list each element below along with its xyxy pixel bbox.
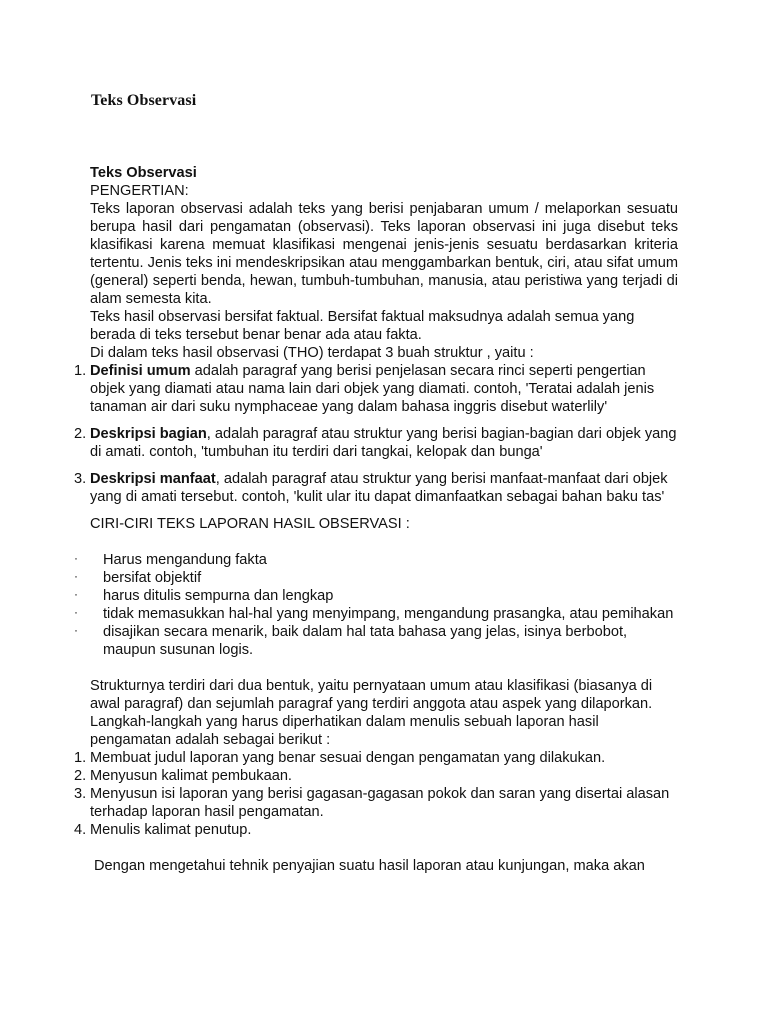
list-number: 3. — [74, 786, 87, 802]
bullet-icon: · — [74, 569, 78, 583]
bullet-icon: · — [74, 551, 78, 565]
langkah-item — [74, 785, 678, 821]
list-item — [74, 623, 678, 659]
langkah-text: Menulis kalimat penutup. — [90, 822, 252, 838]
list-number: 4. — [74, 822, 87, 838]
list-number: 2. — [74, 426, 87, 442]
bullet-icon: · — [74, 623, 78, 637]
structure-text: , adalah paragraf atau struktur yang berisi bagian-bagian dari objek yang di amati. contoh, 'tumbuhan itu terdiri dari tangkai, kelopak dan bunga' — [90, 426, 677, 460]
ciri-text: bersifat objektif — [103, 570, 202, 586]
structure-term: Definisi umum — [90, 363, 191, 379]
closing-paragraph: Dengan mengetahui tehnik penyajian suatu hasil laporan atau kunjungan, maka akan — [94, 858, 645, 874]
structure-term: Deskripsi manfaat — [90, 471, 216, 487]
structure-term: Deskripsi bagian — [90, 426, 207, 442]
bullet-icon: · — [74, 605, 78, 619]
structure-item — [74, 362, 678, 416]
langkah-list — [74, 749, 678, 839]
ciri-text: tidak memasukkan hal-hal yang menyimpang, mengandung prasangka, atau pemihakan — [103, 606, 674, 622]
langkah-text: Menyusun isi laporan yang berisi gagasan-gagasan pokok dan saran yang disertai alasan terhadap laporan hasil pengamatan. — [90, 786, 670, 820]
list-number: 1. — [74, 750, 87, 766]
structure-text: , adalah paragraf atau struktur yang berisi manfaat-manfaat dari objek yang di amati tersebut. contoh, 'kulit ular itu dapat dimanfaatkan sebagai bahan baku tas' — [90, 471, 668, 505]
list-number: 3. — [74, 471, 87, 487]
struktur-intro: Di dalam teks hasil observasi (THO) terdapat 3 buah struktur , yaitu : — [90, 345, 534, 361]
langkah-text: Menyusun kalimat pembukaan. — [90, 768, 292, 784]
ciri-list — [74, 551, 678, 659]
structure-item — [74, 425, 678, 461]
section-title: Teks Observasi — [90, 165, 197, 181]
ciri-heading: CIRI-CIRI TEKS LAPORAN HASIL OBSERVASI : — [90, 516, 410, 532]
list-number: 2. — [74, 768, 87, 784]
langkah-text: Membuat judul laporan yang benar sesuai dengan pengamatan yang dilakukan. — [90, 750, 606, 766]
pengertian-label: PENGERTIAN: — [90, 183, 189, 199]
structure-item — [74, 470, 678, 506]
structure-list — [74, 362, 678, 506]
ciri-text: Harus mengandung fakta — [103, 552, 267, 568]
faktual-paragraph: Teks hasil observasi bersifat faktual. Bersifat faktual maksudnya adalah semua yang berada di teks tersebut benar benar ada atau fakta. — [90, 309, 635, 343]
definition-paragraph: Teks laporan observasi adalah teks yang berisi penjabaran umum / melaporkan sesuatu berupa hasil dari pengamatan (observasi). Teks laporan observasi ini juga disebut teks klasifikasi karena memuat klasifikasi mengenai jenis-jenis sesuatu berdasarkan kriteria tertentu. Jenis teks ini mendeskripsikan atau menggambarkan bentuk, ciri, atau sifat umum (general) seperti benda, hewan, tumbuh-tumbuhan, manusia, atau peristiwa yang terjadi di alam semesta kita. — [90, 201, 678, 307]
list-item — [74, 551, 678, 569]
document-body — [74, 164, 678, 875]
langkah-item — [74, 767, 678, 785]
list-number: 1. — [74, 363, 87, 379]
langkah-intro: Langkah-langkah yang harus diperhatikan dalam menulis sebuah laporan hasil pengamatan adalah sebagai berikut : — [90, 714, 599, 748]
bullet-icon: · — [74, 587, 78, 601]
structure-text: adalah paragraf yang berisi penjelasan secara rinci seperti pengertian objek yang diamati atau nama lain dari objek yang diamati. contoh, 'Teratai adalah jenis tanaman air dari suku nymphaceae yang dalam bahasa inggris disebut waterlily' — [90, 363, 655, 415]
ciri-text: disajikan secara menarik, baik dalam hal tata bahasa yang jelas, isinya berbobot, maupun susunan logis. — [103, 624, 628, 658]
ciri-text: harus ditulis sempurna dan lengkap — [103, 588, 334, 604]
struktur-paragraph: Strukturnya terdiri dari dua bentuk, yaitu pernyataan umum atau klasifikasi (biasanya di awal paragraf) dan sejumlah paragraf yang terdiri anggota atau aspek yang dilaporkan. — [90, 678, 653, 712]
list-item — [74, 569, 678, 587]
langkah-item — [74, 821, 678, 839]
list-item — [74, 605, 678, 623]
list-item — [74, 587, 678, 605]
document-title: Teks Observasi — [91, 92, 197, 109]
langkah-item — [74, 749, 678, 767]
